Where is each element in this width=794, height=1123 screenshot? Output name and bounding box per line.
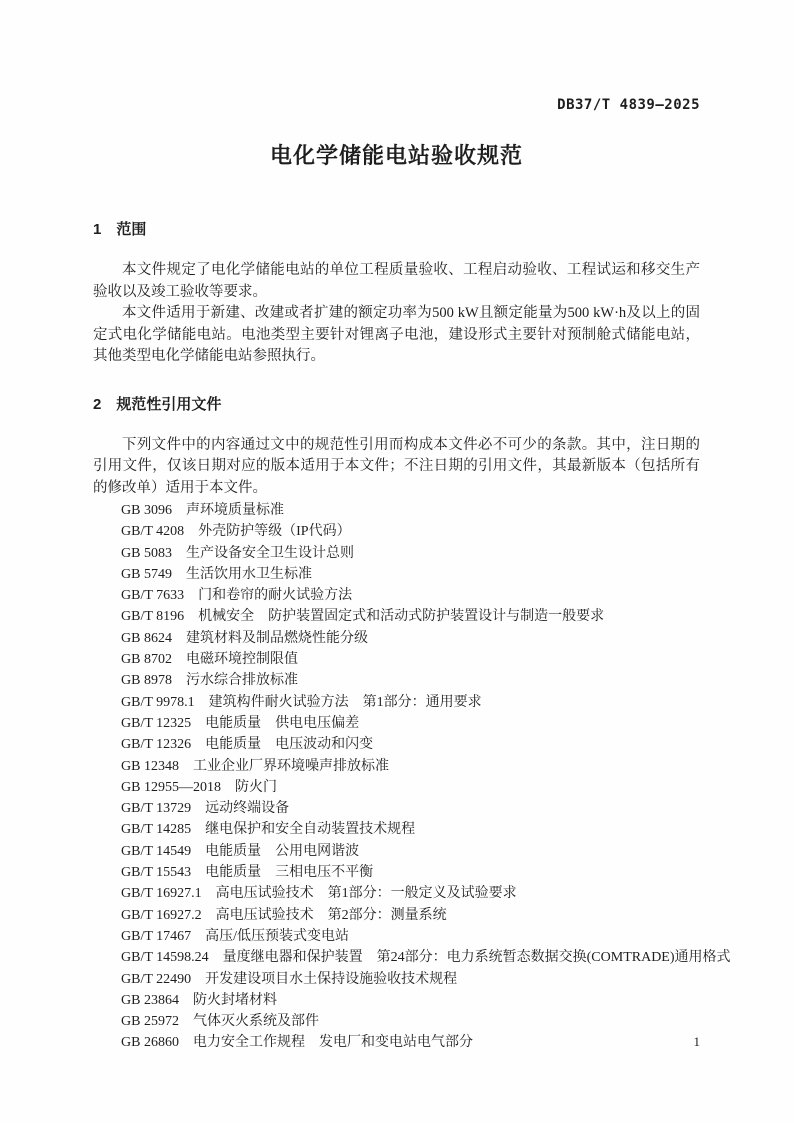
reference-code: GB/T 12325	[121, 715, 192, 731]
reference-item	[121, 734, 700, 755]
reference-code: GB/T 14598.24	[121, 950, 209, 966]
reference-item	[121, 692, 700, 713]
reference-item	[121, 947, 731, 968]
reference-title: 工业企业厂界环境噪声排放标准	[192, 758, 389, 774]
reference-title: 远动终端设备	[205, 801, 290, 817]
section-normative-references	[93, 395, 731, 1054]
reference-item	[121, 756, 700, 777]
reference-item	[121, 777, 700, 798]
reference-code: GB 8978	[121, 673, 172, 689]
reference-title: 电能质量 三相电压不平衡	[205, 865, 374, 881]
reference-code: GB 5749	[121, 566, 172, 582]
reference-item	[121, 969, 700, 990]
reference-item	[121, 1011, 700, 1032]
reference-code: GB 25972	[121, 1014, 179, 1030]
reference-item	[121, 670, 700, 691]
reference-title: 机械安全 防护装置固定式和活动式防护装置设计与制造一般要求	[198, 609, 605, 625]
reference-code: GB 12348	[121, 758, 179, 774]
section-2-body	[93, 435, 731, 1054]
reference-title: 防火封堵材料	[192, 992, 277, 1008]
reference-title: 量度继电器和保护装置 第24部分：电力系统暂态数据交换(COMTRADE)通用格式	[222, 950, 731, 966]
reference-title: 电力安全工作规程 发电厂和变电站电气部分	[192, 1035, 473, 1051]
reference-code: GB/T 12326	[121, 737, 192, 753]
section-1-heading	[93, 220, 700, 240]
reference-item	[121, 543, 700, 564]
section-1-title: 范围	[116, 221, 147, 238]
reference-title: 继电保护和安全自动装置技术规程	[205, 822, 416, 838]
paragraph-scope-2: 本文件适用于新建、改建或者扩建的额定功率为500 kW且额定能量为500 kW·h及以上的固定式电化学储能电站。电池类型主要针对锂离子电池，建设形式主要针对预制舱式储能电站，其他类型电化学储能电站参照执行。	[93, 305, 700, 364]
reference-item	[121, 905, 700, 926]
reference-code: GB/T 7633	[121, 588, 185, 604]
section-2-heading	[93, 395, 700, 415]
reference-code: GB/T 13729	[121, 801, 192, 817]
reference-title: 建筑构件耐火试验方法 第1部分：通用要求	[208, 694, 482, 710]
page-title: 电化学储能电站验收规范	[269, 143, 523, 168]
reference-code: GB 3096	[121, 503, 172, 518]
reference-item	[121, 649, 700, 670]
reference-item	[121, 1032, 700, 1053]
reference-code: GB/T 22490	[121, 971, 192, 987]
reference-code: GB 23864	[121, 992, 179, 1008]
reference-code: GB/T 9978.1	[121, 694, 195, 710]
reference-title: 开发建设项目水土保持设施验收技术规程	[205, 971, 458, 987]
reference-title: 防火门	[234, 779, 277, 795]
reference-title: 高压/低压预装式变电站	[205, 928, 350, 944]
reference-title: 生产设备安全卫生设计总则	[185, 545, 354, 561]
reference-code: GB/T 14549	[121, 843, 192, 859]
reference-item	[121, 926, 700, 947]
reference-code: GB/T 8196	[121, 609, 185, 625]
reference-item	[121, 606, 700, 627]
reference-title: 外壳防护等级（IP代码）	[198, 524, 351, 540]
reference-title: 建筑材料及制品燃烧性能分级	[185, 630, 368, 646]
reference-code: GB 26860	[121, 1035, 179, 1051]
section-scope	[93, 220, 700, 368]
reference-item	[121, 862, 700, 883]
reference-item	[121, 628, 700, 649]
reference-title: 高电压试验技术 第1部分：一般定义及试验要求	[215, 886, 517, 902]
reference-item	[121, 883, 700, 904]
reference-title: 声环境质量标准	[185, 503, 284, 518]
reference-item	[121, 564, 700, 585]
reference-code: GB 8702	[121, 652, 172, 668]
reference-title: 生活饮用水卫生标准	[185, 566, 312, 582]
reference-code: GB/T 14285	[121, 822, 192, 838]
reference-item	[121, 585, 700, 606]
section-1-number: 1	[93, 221, 102, 238]
reference-code: GB/T 16927.1	[121, 886, 202, 902]
paragraph-references-intro: 下列文件中的内容通过文中的规范性引用而构成本文件必不可少的条款。其中，注日期的引用文件，仅该日期对应的版本适用于本文件；不注日期的引用文件，其最新版本（包括所有的修改单）适用于本文件。	[93, 436, 700, 496]
paragraph-scope-1: 本文件规定了电化学储能电站的单位工程质量验收、工程启动验收、工程试运和移交生产验收以及竣工验收等要求。	[93, 262, 700, 300]
reference-title: 电能质量 电压波动和闪变	[205, 737, 374, 753]
reference-title: 电磁环境控制限值	[185, 652, 298, 668]
reference-item	[121, 819, 700, 840]
section-2-title: 规范性引用文件	[116, 395, 222, 413]
reference-title: 电能质量 公用电网谐波	[205, 843, 360, 859]
reference-item	[121, 521, 700, 542]
reference-item	[121, 713, 700, 734]
section-1-body	[93, 260, 700, 368]
page-number: 1	[693, 1034, 700, 1049]
reference-title: 气体灭火系统及部件	[192, 1014, 319, 1030]
section-2-number: 2	[93, 395, 102, 413]
reference-title: 电能质量 供电电压偏差	[205, 715, 360, 731]
reference-item	[121, 798, 700, 819]
reference-code: GB/T 17467	[121, 928, 192, 944]
reference-code: GB 5083	[121, 545, 172, 561]
reference-code: GB/T 4208	[121, 524, 185, 540]
doc-number: DB37/T 4839—2025	[557, 97, 700, 113]
reference-code: GB 12955—2018	[121, 779, 221, 795]
reference-code: GB/T 16927.2	[121, 907, 202, 923]
reference-code: GB/T 15543	[121, 865, 192, 881]
reference-item	[121, 990, 700, 1011]
reference-title: 门和卷帘的耐火试验方法	[198, 588, 353, 604]
reference-item	[121, 500, 700, 521]
reference-title: 高电压试验技术 第2部分：测量系统	[215, 907, 447, 923]
reference-item	[121, 841, 700, 862]
reference-code: GB 8624	[121, 630, 172, 646]
references-list	[93, 500, 731, 1054]
reference-title: 污水综合排放标准	[185, 673, 298, 689]
